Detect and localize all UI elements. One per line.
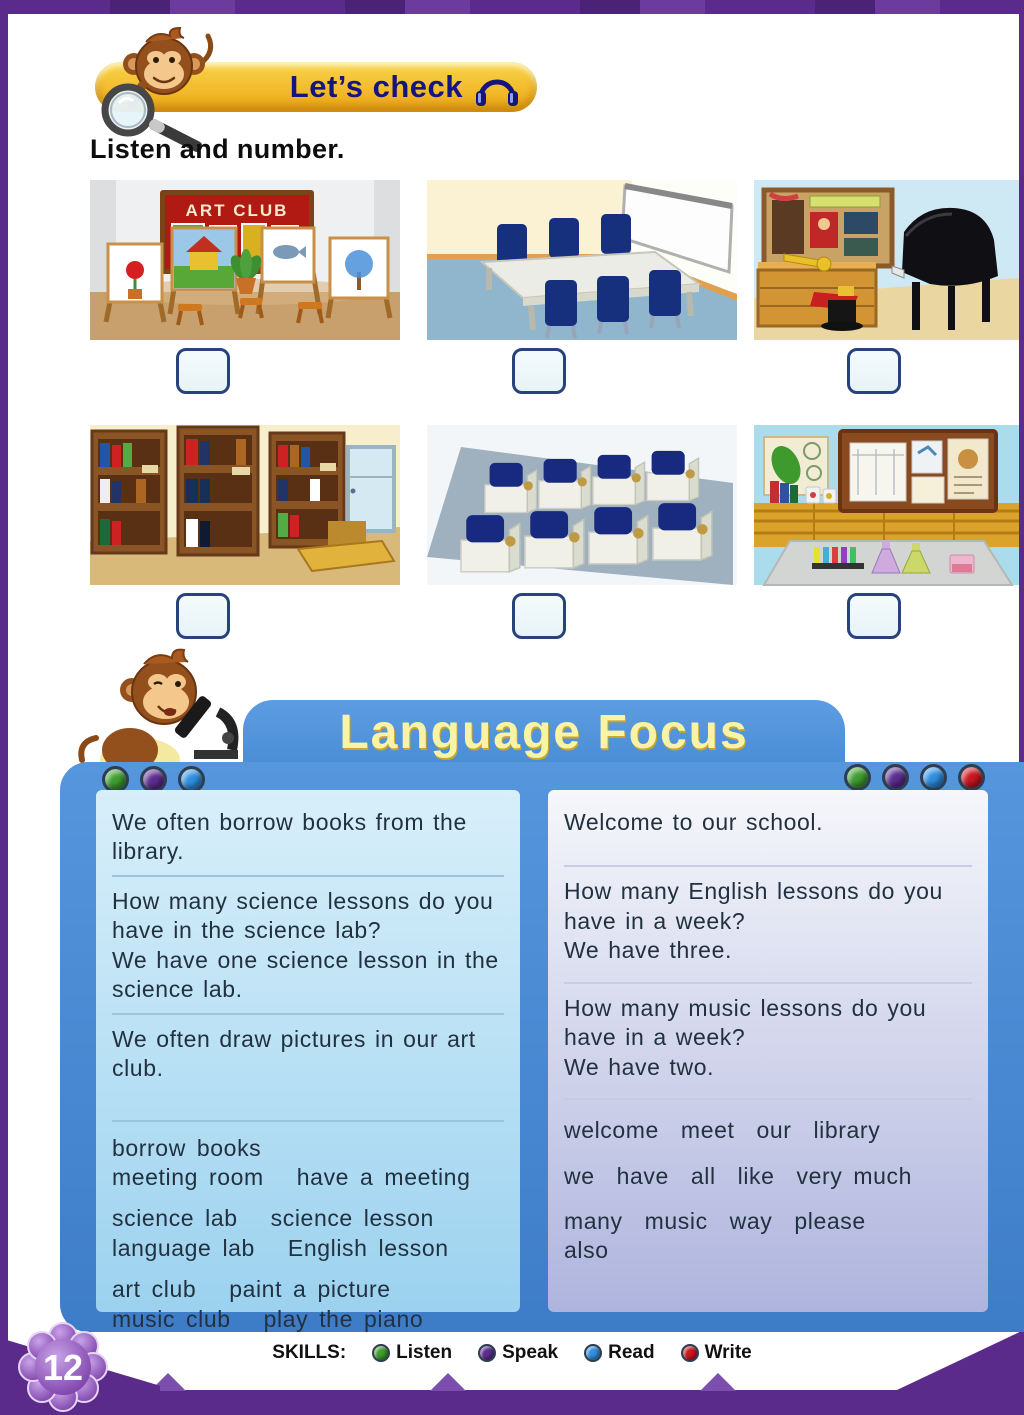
lets-check-title: Let’s check — [289, 69, 463, 104]
check-item-music-room — [753, 180, 1020, 394]
blue-ball-icon — [584, 1344, 602, 1362]
divider — [112, 1120, 504, 1122]
answer-box-6[interactable] — [847, 593, 901, 639]
green-ball-icon — [844, 764, 871, 791]
sentence-line: We often borrow books from the library. — [112, 809, 467, 865]
sentence-line: How many English lessons do you have in a week? — [564, 878, 943, 934]
sentence-block — [564, 994, 972, 1082]
divider — [112, 875, 504, 877]
check-item-language-lab — [424, 425, 740, 639]
answer-box-4[interactable] — [176, 593, 230, 639]
sentence-line: We have one science lesson in the science lab. — [112, 946, 499, 1003]
page-border-top — [0, 0, 1024, 14]
red-ball-icon — [681, 1344, 699, 1362]
bookshelf-2 — [178, 427, 258, 555]
page-number-badge — [18, 1322, 108, 1412]
green-ball-icon — [102, 766, 129, 793]
sentence-line: We often draw pictures in our art club. — [112, 1025, 476, 1082]
language-focus-title: Language Focus — [339, 705, 749, 759]
divider — [564, 865, 972, 867]
answer-box-1[interactable] — [176, 348, 230, 394]
divider — [564, 982, 972, 984]
vocab-line: meeting room have a meeting — [112, 1163, 471, 1190]
art-club-image — [88, 180, 402, 340]
skills-label: SKILLS: — [272, 1342, 347, 1363]
monkey-magnifier-icon — [72, 34, 267, 134]
vocab-group — [112, 1204, 504, 1263]
border-triangle — [700, 1373, 736, 1391]
answer-box-2[interactable] — [512, 348, 566, 394]
sentence-block — [112, 808, 504, 867]
divider — [564, 1098, 972, 1100]
vocab-group — [112, 1134, 504, 1193]
science-lab-image — [753, 425, 1020, 585]
skill-name: Write — [704, 1342, 752, 1363]
sentence-line: We have three. — [564, 937, 732, 964]
red-ball-icon — [958, 764, 985, 791]
sentence-line: We have two. — [564, 1053, 715, 1080]
sentence-block — [564, 877, 972, 965]
sentence-line: How many science lessons do you have in the science lab? — [112, 887, 494, 944]
skill-write — [681, 1342, 752, 1364]
music-room-image — [753, 180, 1020, 340]
vocab-line: we have all like very much — [564, 1162, 913, 1189]
check-item-meeting-room — [424, 180, 740, 394]
check-item-art-club — [88, 180, 402, 394]
language-lab-image — [424, 425, 740, 585]
skill-listen — [372, 1342, 452, 1364]
art-club-board-text: ART CLUB — [185, 201, 289, 220]
panel-dots-right — [844, 764, 985, 791]
vocab-line: language lab English lesson — [112, 1234, 449, 1261]
headphones-icon — [473, 67, 521, 107]
meeting-room-image — [424, 180, 740, 340]
check-item-science-lab — [753, 425, 1020, 639]
language-focus-right-panel — [548, 790, 988, 1312]
blue-ball-icon — [920, 764, 947, 791]
answer-box-5[interactable] — [512, 593, 566, 639]
sentence-block — [112, 1025, 504, 1084]
vocab-group — [564, 1116, 972, 1145]
bookshelf-1 — [92, 431, 166, 553]
library-image — [88, 425, 402, 585]
vocab-line: music club play the piano — [112, 1305, 424, 1332]
divider — [112, 1013, 504, 1015]
sentence-line: Welcome to our school. — [564, 809, 824, 835]
purple-ball-icon — [478, 1344, 496, 1362]
vocab-line: many music way please — [564, 1207, 866, 1234]
language-focus-left-panel — [96, 790, 520, 1332]
skill-name: Speak — [502, 1342, 559, 1363]
green-ball-icon — [372, 1344, 390, 1362]
skill-read — [584, 1342, 654, 1364]
vocab-line: science lab science lesson — [112, 1205, 434, 1232]
vocab-line: borrow books — [112, 1134, 262, 1161]
check-item-library — [88, 425, 402, 639]
page-border-left — [0, 0, 8, 1415]
activity-instruction: Listen and number. — [90, 134, 345, 164]
sentence-block — [564, 808, 972, 837]
purple-ball-icon — [140, 766, 167, 793]
purple-ball-icon — [882, 764, 909, 791]
vocab-group — [564, 1207, 972, 1266]
vocab-group — [112, 1275, 504, 1334]
science-bulletin-board — [840, 431, 996, 511]
skills-legend — [0, 1342, 1024, 1364]
library-door — [348, 447, 394, 531]
vocab-line: welcome meet our library — [564, 1117, 881, 1144]
skill-name: Listen — [396, 1342, 453, 1363]
blue-ball-icon — [178, 766, 205, 793]
instrument-cabinet — [758, 254, 876, 326]
language-focus-header — [243, 700, 845, 764]
page-number: 12 — [42, 1347, 84, 1388]
sentence-block — [112, 887, 504, 1005]
vocab-group — [564, 1162, 972, 1191]
answer-box-3[interactable] — [847, 348, 901, 394]
vocab-line: also — [564, 1237, 609, 1264]
vocab-line: art club paint a picture — [112, 1276, 391, 1303]
skill-name: Read — [608, 1342, 655, 1363]
panel-dots-left — [102, 766, 205, 793]
sentence-line: How many music lessons do you have in a week? — [564, 994, 927, 1051]
border-triangle — [430, 1373, 466, 1391]
skill-speak — [478, 1342, 558, 1364]
music-bulletin-board — [764, 190, 892, 266]
